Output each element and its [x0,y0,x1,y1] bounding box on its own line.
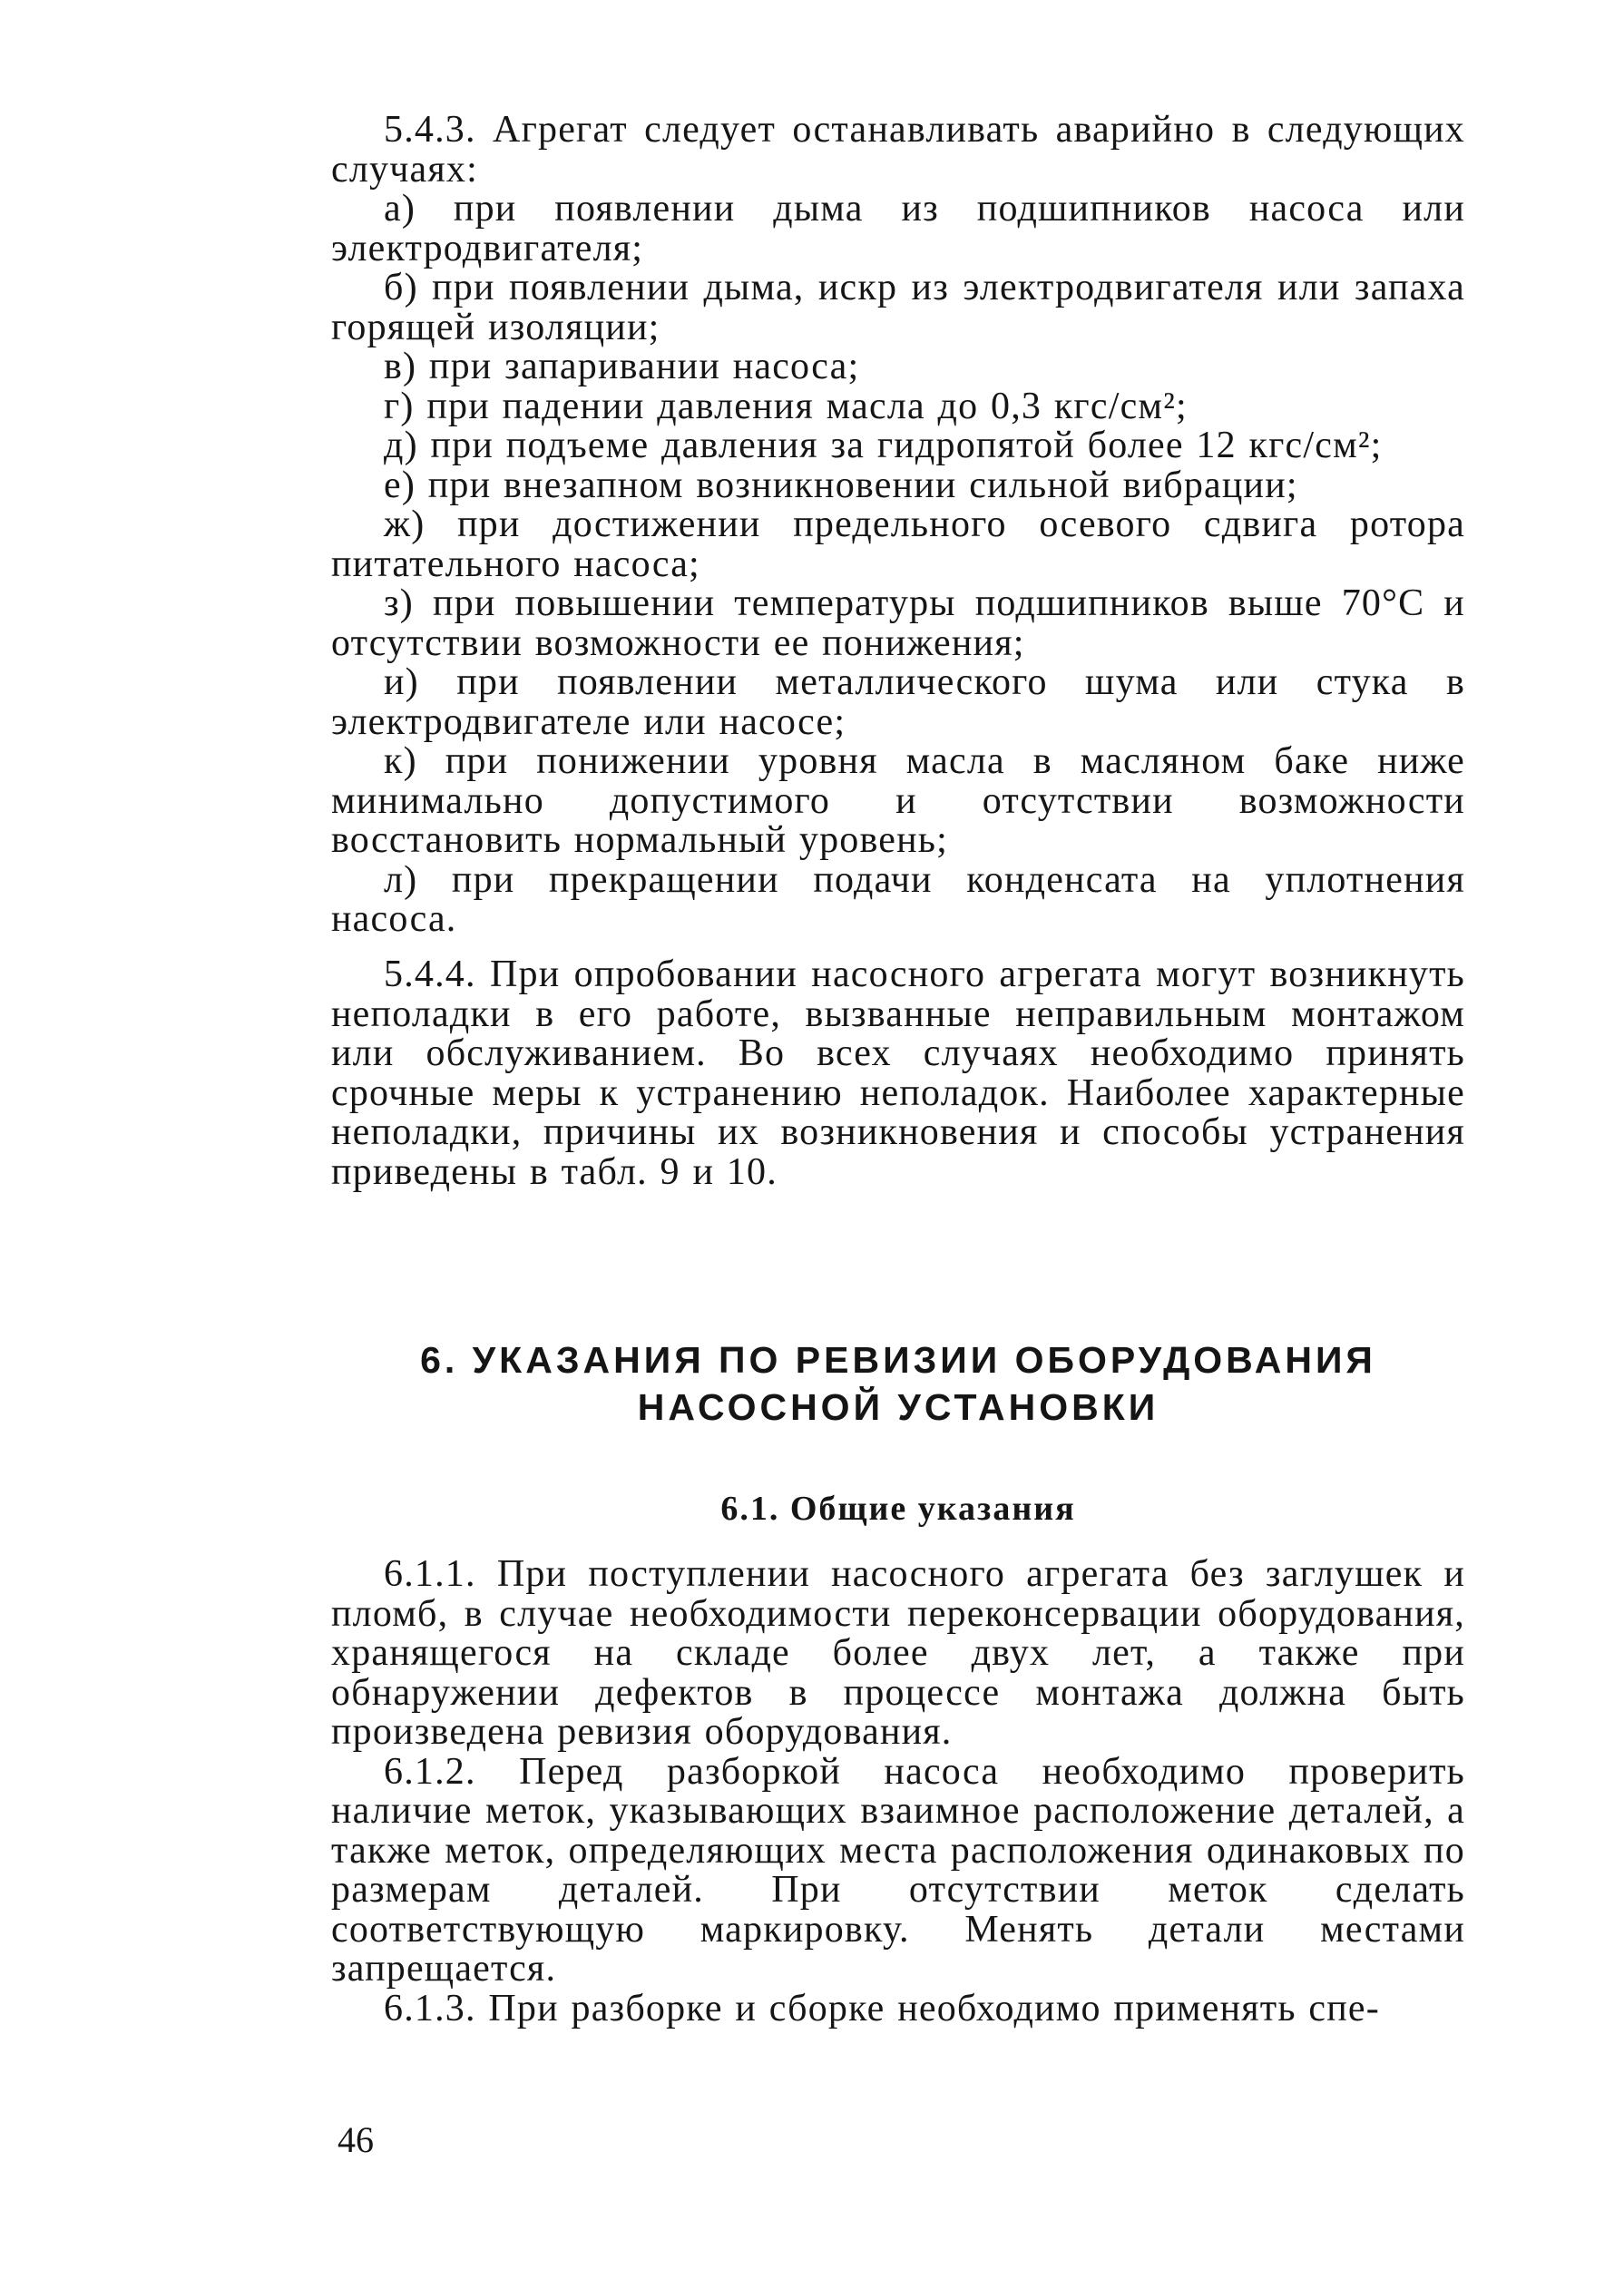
chapter-6-heading-line-2: НАСОСНОЙ УСТАНОВКИ [637,1386,1159,1428]
list-item-e: е) при внезапном возникновении сильной вибрации; [384,464,1298,506]
paragraph-6-1-3: 6.1.3. При разборке и сборке необходимо применять спе- [384,1987,1380,2029]
section-5-4-4-text: 5.4.4. При опробовании насосного агрегата могут возникнуть неполадки в его работе, вызванные неправильным монтажом или обслуживанием. Во всех случаях необходимо принять срочные меры к устранению неполадок. Наиболее характерные неполадки, причины их возникновения и способы устранения приведены в табл. 9 и 10. [331,954,1465,1193]
chapter-6-heading-line-1: 6. УКАЗАНИЯ ПО РЕВИЗИИ ОБОРУДОВАНИЯ [420,1339,1376,1381]
list-item-i: и) при появлении металлического шума или стука в электродвигателе или насосе; [331,661,1465,743]
list-item-v: в) при запаривании насоса; [384,346,860,387]
paragraph-6-1-1: 6.1.1. При поступлении насосного агрегата без заглушек и пломб, в случае необходимости переконсервации оборудования, хранящегося на складе более двух лет, а также при обнаружении дефектов в процессе монтажа должна быть произведена ревизия оборудования. [331,1553,1465,1753]
chapter-6-heading [331,1336,1465,1431]
section-5-4-4 [331,955,1465,1192]
paragraph-6-1-2: 6.1.2. Перед разборкой насоса необходимо проверить наличие меток, указывающих взаимное расположение деталей, а также меток, определяющих места расположения одинаковых по размерам деталей. При отсутствии меток сделать соответствующую маркировку. Менять детали местами запрещается. [331,1750,1465,1990]
list-item-zh: ж) при достижении предельного осевого сдвига ротора питательного насоса; [331,504,1465,585]
section-6-1-body [331,1555,1465,2029]
section-5-4-3-intro: 5.4.3. Агрегат следует останавливать аварийно в следующих случаях: [331,109,1465,191]
list-item-a: а) при появлении дыма из подшипников насоса или электродвигателя; [331,188,1465,269]
list-item-g: г) при падении давления масла до 0,3 кгс/см²; [384,385,1188,427]
list-item-k: к) при понижении уровня масла в масляном баке ниже минимально допустимого и отсутствии возможности восстановить нормальный уровень; [331,740,1465,861]
section-5-4-3 [331,111,1465,940]
page-number: 46 [338,2119,374,2160]
list-item-z: з) при повышении температуры подшипников выше 70°С и отсутствии возможности ее понижения; [331,582,1465,664]
section-6-1-heading: 6.1. Общие указания [720,1490,1076,1528]
list-item-l: л) при прекращении подачи конденсата на уплотнения насоса. [331,858,1465,940]
list-item-b: б) при появлении дыма, искр из электродвигателя или запаха горящей изоляции; [331,267,1465,348]
list-item-d: д) при подъеме давления за гидропятой более 12 кгс/см²; [384,425,1383,466]
